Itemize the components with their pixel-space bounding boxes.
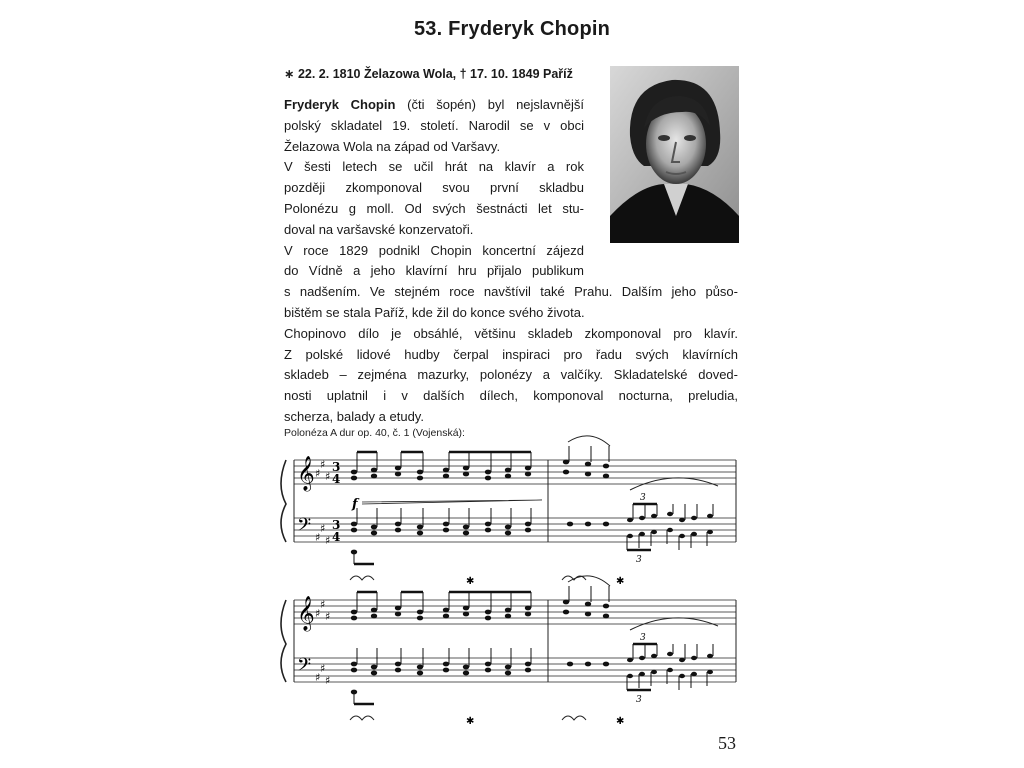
note-head bbox=[563, 470, 569, 475]
note-head bbox=[485, 476, 491, 481]
note-head bbox=[351, 476, 357, 481]
note-head bbox=[567, 662, 573, 667]
note-head bbox=[417, 616, 423, 621]
note-head bbox=[351, 470, 357, 475]
note-head bbox=[691, 532, 697, 536]
text-line: bištěm se stala Paříž, kde žil do konce svého života. bbox=[284, 304, 585, 320]
note-head bbox=[679, 518, 685, 522]
note-head bbox=[603, 522, 609, 527]
text-line: doval na varšavské konzervatoři. bbox=[284, 221, 474, 237]
note-head bbox=[679, 674, 685, 678]
note-head bbox=[707, 670, 713, 674]
note-head bbox=[371, 671, 377, 676]
triplet-number: 3 bbox=[640, 633, 646, 643]
note-head bbox=[351, 610, 357, 615]
note-head bbox=[667, 512, 673, 516]
note-head bbox=[691, 672, 697, 676]
note-head bbox=[525, 662, 531, 667]
text-line: Chopinovo dílo je obsáhlé, většinu skladeb zkomponoval pro klavír. bbox=[284, 325, 738, 341]
note-head bbox=[443, 468, 449, 473]
note-head bbox=[567, 522, 573, 527]
pedal-release: ✱ bbox=[466, 576, 475, 587]
note-head bbox=[463, 466, 469, 471]
triplet-number: 3 bbox=[636, 555, 642, 565]
note-head bbox=[525, 612, 531, 617]
text-line-rest: (čti šopén) byl nejslavnější bbox=[395, 97, 584, 112]
triplet-number: 3 bbox=[640, 493, 646, 503]
note-head bbox=[525, 528, 531, 533]
sharp-sign: ♯ bbox=[320, 458, 326, 471]
slur bbox=[568, 436, 610, 446]
text-line: scherza, balady a etudy. bbox=[284, 408, 424, 424]
note-head bbox=[667, 528, 673, 532]
note-head bbox=[585, 472, 591, 477]
note-head bbox=[651, 670, 657, 674]
note-head bbox=[485, 470, 491, 475]
note-head bbox=[603, 604, 609, 609]
pedal-release: ✱ bbox=[616, 716, 625, 727]
note-head bbox=[627, 658, 633, 662]
note-head bbox=[485, 662, 491, 667]
note-head bbox=[563, 600, 569, 605]
note-head bbox=[371, 468, 377, 473]
biography-text bbox=[284, 95, 738, 428]
pedal-release: ✱ bbox=[466, 716, 475, 727]
text-line: později zkomponoval svou první skladbu bbox=[284, 180, 584, 196]
page-number: 53 bbox=[718, 733, 736, 753]
note-head bbox=[371, 614, 377, 619]
note-head bbox=[651, 654, 657, 658]
note-head bbox=[395, 528, 401, 533]
note-head bbox=[417, 610, 423, 615]
note-head bbox=[563, 610, 569, 615]
sharp-sign: ♯ bbox=[325, 534, 331, 547]
note-head bbox=[525, 606, 531, 611]
time-signature: 3 bbox=[332, 460, 341, 474]
note-head bbox=[371, 525, 377, 530]
note-head bbox=[417, 665, 423, 670]
text-line: Z polské lidové hudby čerpal inspiraci pro řadu svých klavírních bbox=[284, 346, 738, 362]
note-head bbox=[443, 668, 449, 673]
note-head bbox=[443, 614, 449, 619]
note-head bbox=[585, 462, 591, 467]
note-head bbox=[603, 474, 609, 479]
note-head bbox=[603, 464, 609, 469]
sharp-sign: ♯ bbox=[320, 662, 326, 675]
sharp-sign: ♯ bbox=[315, 671, 321, 684]
bass-clef: 𝄢 bbox=[297, 655, 312, 680]
note-head bbox=[585, 662, 591, 667]
sharp-sign: ♯ bbox=[320, 522, 326, 535]
note-head bbox=[603, 614, 609, 619]
note-head bbox=[485, 616, 491, 621]
note-head bbox=[585, 522, 591, 527]
note-head bbox=[463, 606, 469, 611]
note-head bbox=[505, 531, 511, 536]
note-head bbox=[651, 514, 657, 518]
note-head bbox=[627, 674, 633, 678]
note-head bbox=[463, 612, 469, 617]
note-head bbox=[463, 525, 469, 530]
note-head bbox=[463, 665, 469, 670]
sharp-sign: ♯ bbox=[325, 674, 331, 687]
brace bbox=[281, 600, 286, 682]
treble-clef: 𝄞 bbox=[297, 456, 315, 491]
sharp-sign: ♯ bbox=[315, 467, 321, 480]
brace bbox=[281, 460, 286, 542]
note-head bbox=[505, 671, 511, 676]
text-line: do Vídně a jeho klavírní hru přijalo publikum bbox=[284, 263, 584, 279]
note-head bbox=[443, 522, 449, 527]
sharp-sign: ♯ bbox=[315, 607, 321, 620]
note-head bbox=[639, 532, 645, 536]
note-head bbox=[395, 668, 401, 673]
pedal-release: ✱ bbox=[616, 576, 625, 587]
note-head bbox=[351, 522, 357, 527]
treble-clef: 𝄞 bbox=[297, 596, 315, 631]
page-title: 53. Fryderyk Chopin bbox=[413, 18, 611, 40]
note-head bbox=[371, 608, 377, 613]
note-head bbox=[395, 466, 401, 471]
note-head bbox=[525, 668, 531, 673]
note-head bbox=[627, 534, 633, 538]
note-head bbox=[395, 522, 401, 527]
note-head bbox=[505, 525, 511, 530]
time-signature: 3 bbox=[332, 518, 341, 532]
note-head bbox=[505, 474, 511, 479]
pedal-marking bbox=[562, 716, 586, 720]
note-head bbox=[351, 662, 357, 667]
text-line: V roce 1829 podnikl Chopin koncertní zájezd bbox=[284, 242, 584, 258]
note-head bbox=[395, 472, 401, 477]
note-head bbox=[463, 531, 469, 536]
note-head bbox=[395, 662, 401, 667]
score-graphic bbox=[270, 450, 740, 727]
note-head bbox=[351, 528, 357, 533]
note-head bbox=[525, 466, 531, 471]
note-head bbox=[417, 671, 423, 676]
text-line: s nadšením. Ve stejném roce navštívil také Prahu. Dalším jeho půso- bbox=[284, 284, 738, 300]
sharp-sign: ♯ bbox=[315, 531, 321, 544]
note-head bbox=[417, 476, 423, 481]
score-caption: Polonéza A dur op. 40, č. 1 (Vojenská): bbox=[284, 427, 465, 439]
note-head bbox=[443, 474, 449, 479]
note-head bbox=[585, 602, 591, 607]
note-head bbox=[707, 654, 713, 658]
triplet-number: 3 bbox=[636, 695, 642, 705]
note-head bbox=[505, 468, 511, 473]
note-head bbox=[627, 518, 633, 522]
note-head bbox=[585, 612, 591, 617]
note-head bbox=[563, 460, 569, 465]
note-head bbox=[371, 474, 377, 479]
note-head bbox=[485, 610, 491, 615]
note-head bbox=[485, 668, 491, 673]
text-line: polský skladatel 19. století. Narodil se v obci bbox=[284, 117, 584, 133]
note-head bbox=[707, 514, 713, 518]
note-head bbox=[505, 608, 511, 613]
note-head bbox=[463, 472, 469, 477]
crescendo-hairpin bbox=[362, 500, 542, 504]
sharp-sign: ♯ bbox=[325, 610, 331, 623]
text-line: Želazowa Wola na západ od Varšavy. bbox=[284, 138, 501, 154]
pedal-marking bbox=[350, 576, 374, 580]
dynamic-marking: f bbox=[352, 497, 358, 512]
note-head bbox=[679, 534, 685, 538]
note-head bbox=[651, 530, 657, 534]
note-head bbox=[505, 614, 511, 619]
note-head bbox=[371, 665, 377, 670]
note-head bbox=[639, 672, 645, 676]
note-head bbox=[639, 516, 645, 520]
note-head bbox=[667, 652, 673, 656]
note-head bbox=[463, 671, 469, 676]
sheet-music bbox=[270, 450, 740, 727]
life-dates: ∗ 22. 2. 1810 Želazowa Wola, † 17. 10. 1849 Paříž bbox=[284, 67, 573, 81]
note-head bbox=[485, 522, 491, 527]
sharp-sign: ♯ bbox=[325, 470, 331, 483]
text-line bbox=[284, 95, 584, 116]
note-head bbox=[351, 668, 357, 673]
note-head bbox=[679, 658, 685, 662]
note-head bbox=[639, 656, 645, 660]
note-head bbox=[443, 608, 449, 613]
note-head bbox=[351, 616, 357, 621]
text-line: skladeb – zejména mazurky, polonézy a valčíky. Skladatelské doved- bbox=[284, 367, 738, 383]
text-line: V šesti letech se učil hrát na klavír a rok bbox=[284, 159, 584, 175]
sharp-sign: ♯ bbox=[320, 598, 326, 611]
note-head bbox=[395, 612, 401, 617]
note-head bbox=[417, 531, 423, 536]
note-head bbox=[443, 528, 449, 533]
note-head bbox=[691, 516, 697, 520]
time-signature: 4 bbox=[332, 472, 341, 486]
note-head bbox=[603, 662, 609, 667]
slur bbox=[568, 576, 610, 586]
note-head bbox=[485, 528, 491, 533]
note-head bbox=[525, 522, 531, 527]
note-head bbox=[691, 656, 697, 660]
note-head bbox=[417, 470, 423, 475]
text-line: nosti uplatnil i v dalších dílech, komponoval nocturna, preludia, bbox=[284, 388, 738, 404]
note-head bbox=[443, 662, 449, 667]
note-head bbox=[505, 665, 511, 670]
text-line: Polonézu g moll. Od svých šestnácti let stu- bbox=[284, 200, 584, 216]
note-head bbox=[417, 525, 423, 530]
pedal-marking bbox=[350, 716, 374, 720]
note-head bbox=[395, 606, 401, 611]
note-head bbox=[707, 530, 713, 534]
note-head bbox=[371, 531, 377, 536]
time-signature: 4 bbox=[332, 530, 341, 544]
note-head bbox=[667, 668, 673, 672]
composer-name: Fryderyk Chopin bbox=[284, 97, 396, 112]
bass-clef: 𝄢 bbox=[297, 515, 312, 540]
note-head bbox=[525, 472, 531, 477]
